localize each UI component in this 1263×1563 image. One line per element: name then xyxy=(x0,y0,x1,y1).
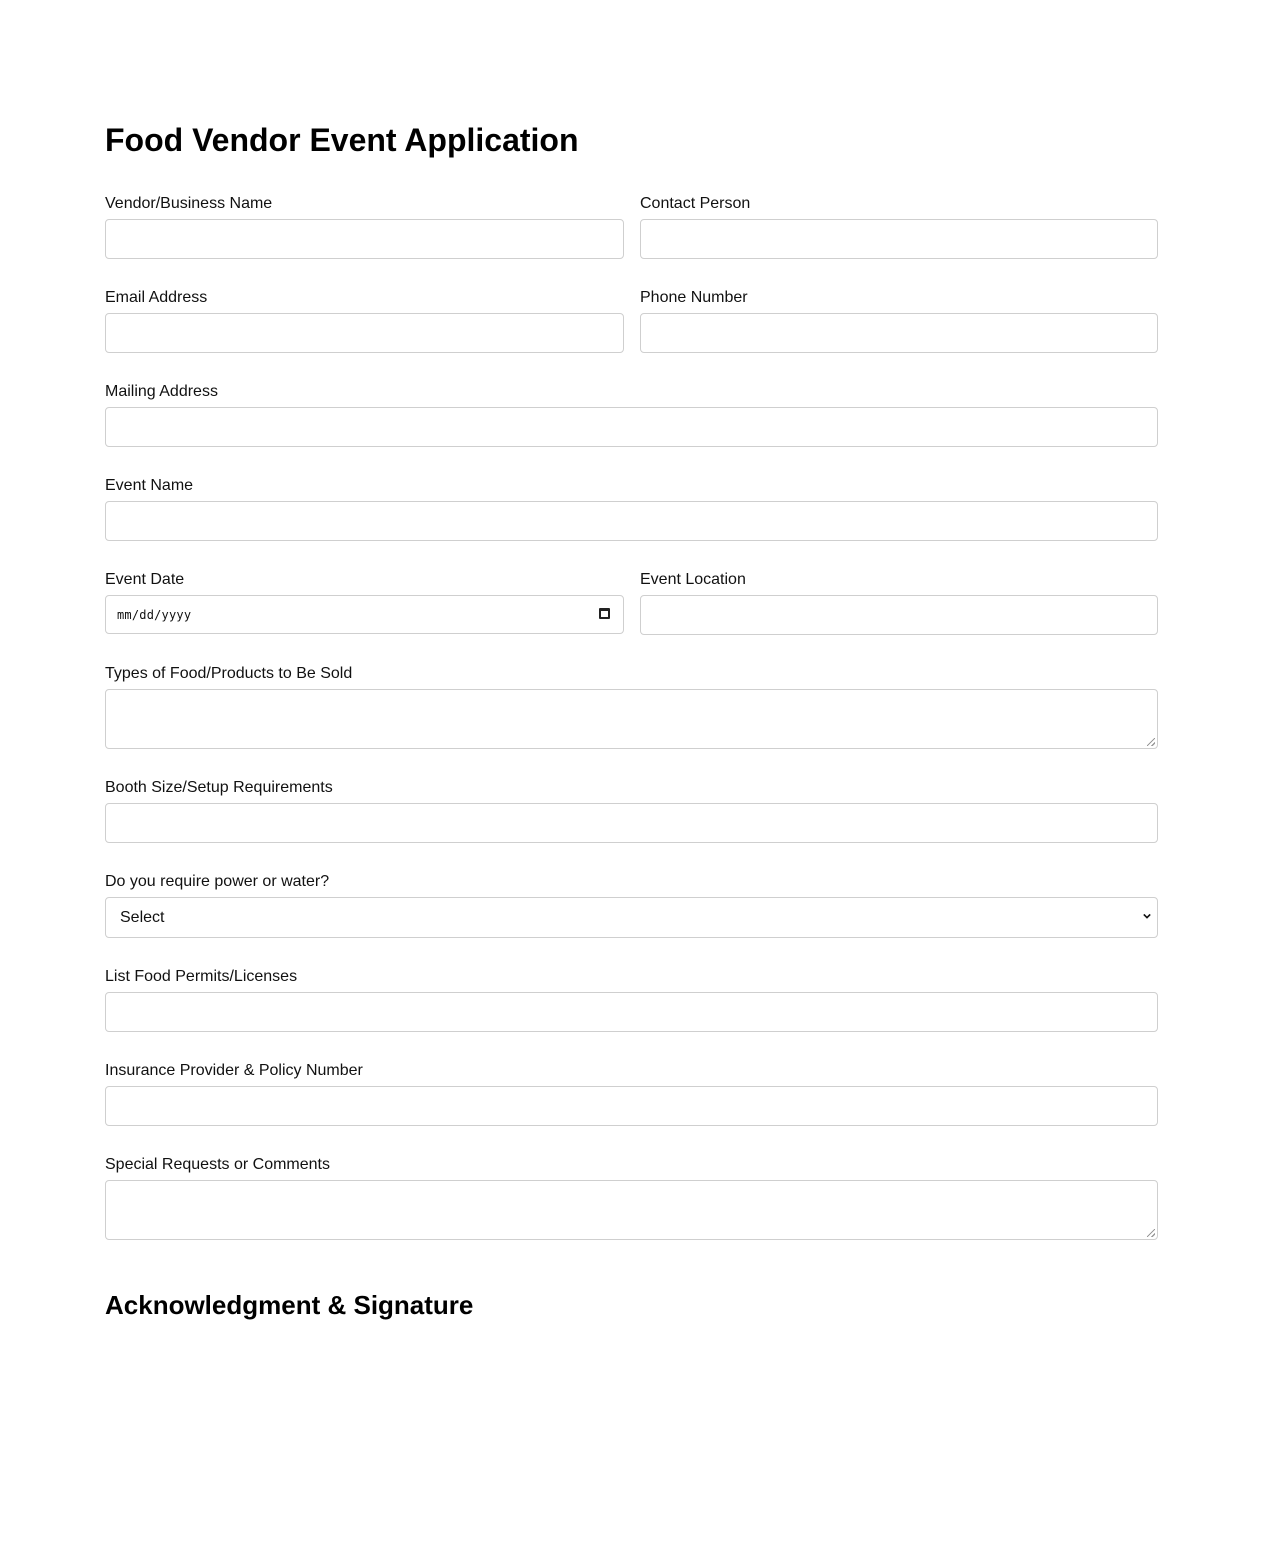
contact-person-input[interactable] xyxy=(640,219,1158,259)
insurance-field xyxy=(105,1062,1158,1080)
permits-field xyxy=(105,968,1158,986)
calendar-icon[interactable] xyxy=(599,608,610,619)
mailing-address-input[interactable] xyxy=(105,407,1158,447)
power-water-label: Do you require power or water? xyxy=(105,873,330,890)
vendor-name-input[interactable] xyxy=(105,219,624,259)
insurance-label: Insurance Provider & Policy Number xyxy=(105,1062,363,1079)
mailing-address-label: Mailing Address xyxy=(105,383,218,400)
resize-handle-icon[interactable] xyxy=(1147,738,1155,746)
booth-size-input[interactable] xyxy=(105,803,1158,843)
chevron-down-icon xyxy=(1143,912,1151,920)
event-name-input[interactable] xyxy=(105,501,1158,541)
resize-handle-icon[interactable] xyxy=(1147,1229,1155,1237)
food-types-field xyxy=(105,665,1158,683)
email-label: Email Address xyxy=(105,289,208,306)
power-water-field xyxy=(105,873,1158,926)
permits-label: List Food Permits/Licenses xyxy=(105,968,298,985)
permits-input[interactable] xyxy=(105,992,1158,1032)
email-input[interactable] xyxy=(105,313,624,353)
email-field xyxy=(105,289,624,307)
event-name-label: Event Name xyxy=(105,477,194,494)
page-title: Food Vendor Event Application xyxy=(105,122,579,158)
event-date-placeholder: mm/dd/yyyy xyxy=(117,608,192,622)
event-location-label: Event Location xyxy=(640,571,746,588)
event-date-label: Event Date xyxy=(105,571,185,588)
vendor-name-field xyxy=(105,195,624,213)
phone-label: Phone Number xyxy=(640,289,748,306)
booth-size-field xyxy=(105,779,1158,797)
special-requests-field xyxy=(105,1156,1158,1174)
special-requests-label: Special Requests or Comments xyxy=(105,1156,330,1173)
event-date-input[interactable] xyxy=(105,595,624,634)
power-water-select[interactable] xyxy=(105,897,1158,938)
power-water-selected-value: Select xyxy=(120,909,165,926)
mailing-address-field xyxy=(105,383,1158,401)
contact-person-field xyxy=(640,195,1158,213)
booth-size-label: Booth Size/Setup Requirements xyxy=(105,779,333,796)
food-types-textarea[interactable] xyxy=(105,689,1158,749)
acknowledgment-section-heading: Acknowledgment & Signature xyxy=(105,1290,474,1320)
event-date-field xyxy=(105,571,624,622)
event-location-input[interactable] xyxy=(640,595,1158,635)
vendor-name-label: Vendor/Business Name xyxy=(105,195,273,212)
phone-input[interactable] xyxy=(640,313,1158,353)
event-name-field xyxy=(105,477,1158,495)
food-types-label: Types of Food/Products to Be Sold xyxy=(105,665,353,682)
event-location-field xyxy=(640,571,1158,589)
phone-field xyxy=(640,289,1158,307)
insurance-input[interactable] xyxy=(105,1086,1158,1126)
special-requests-textarea[interactable] xyxy=(105,1180,1158,1240)
contact-person-label: Contact Person xyxy=(640,195,751,212)
